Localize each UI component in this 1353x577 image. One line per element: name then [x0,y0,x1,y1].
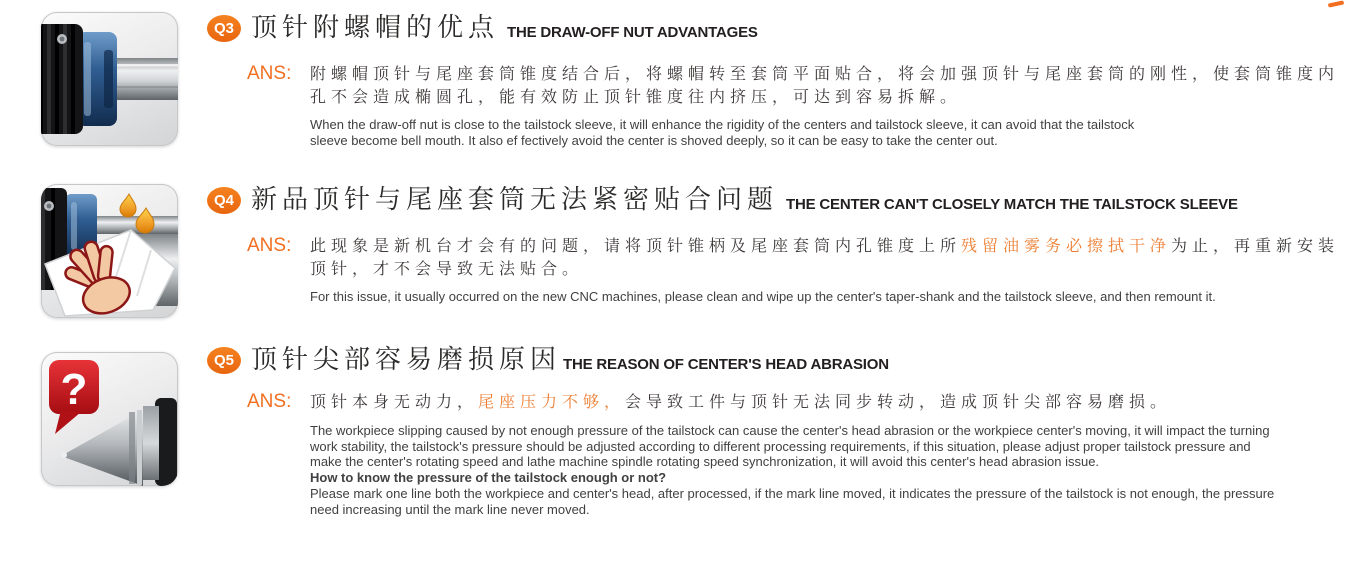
q3-answer [247,64,1348,149]
draw-off-nut-illustration [41,12,178,146]
q4-answer-zh-highlight: 残留油雾务必擦拭干净 [961,238,1172,255]
q5-title-en: THE REASON OF CENTER'S HEAD ABRASION [563,356,889,373]
q4-answer-zh [310,236,1348,281]
q5-answer-en-2: Please mark one line both the workpiece and center's head, after processed, if the mark line moved, it indicates the pressure of the tailstock is not enough, the pressure need increasing until the mark line never moved. [310,486,1275,518]
q3-ans-label: ANS: [247,63,292,84]
q4-answer-zh-post: 为止，再重新安装顶针，才不会导致无法贴合。 [310,238,1340,278]
q5-answer-en: The workpiece slipping caused by not enough pressure of the tailstock can cause the center's head abrasion or the workpiece center's moving, it will impact the turning work stability, the tailstock's pressure should be adjusted according to different processing requirements, if this situation, please adjust proper tailstock pressure and make the center's rotating speed and lathe machine spindle rotating speed synchronization, it will avoid this center's head abrasion issue. [310,422,1270,470]
q3-answer-zh-text: 附螺帽顶针与尾座套筒锥度结合后，将螺帽转至套筒平面贴合，将会加强顶针与尾座套筒的刚性，使套筒锥度内孔不会造成椭圆孔，能有效防止顶针锥度往内挤压，可达到容易拆解。 [310,66,1340,106]
q4-answer-en: For this issue, it usually occurred on the new CNC machines, please clean and wipe up the center's taper-shank and the tailstock sleeve, and then remount it. [310,289,1216,305]
q3-title-zh: 顶针附螺帽的优点 [251,13,500,42]
q5-ans-label: ANS: [247,391,292,412]
q5-header [207,344,1348,376]
q5-title-zh: 顶针尖部容易磨损原因 [251,345,562,374]
decor-orange-dash [1328,0,1344,7]
question-center-illustration [41,352,178,486]
q5-badge: Q5 [207,347,241,374]
q4-answer-zh-text: 此现象是新机台才会有的问题，请将顶针锥柄及尾座套筒内孔锥度上所 [310,238,962,255]
q4-header [207,184,1348,216]
q3-title-en: THE DRAW-OFF NUT ADVANTAGES [507,24,758,41]
q5-answer-zh-highlight: 尾座压力不够， [478,394,626,411]
question-center-photo [41,352,178,486]
q4-ans-label: ANS: [247,235,292,256]
q4-title-zh: 新品顶针与尾座套筒无法紧密贴合问题 [251,185,779,214]
q5-answer-zh [310,392,1348,415]
q4-badge: Q4 [207,187,241,214]
wipe-clean-oil-photo [41,184,178,318]
q3-answer-en: When the draw-off nut is close to the tailstock sleeve, it will enhance the rigidity of the centers and tailstock sleeve, it can avoid that the tailstock sleeve become bell mouth. It also ef fectively avoid the center is shoved deeply, so it can be easy to take the center out. [310,117,1135,149]
q4-answer [247,236,1348,305]
q5-answer [247,392,1348,518]
q5-answer-en-bold-question: How to know the pressure of the tailstock enough or not? [310,470,667,486]
svg-text:?: ? [60,365,88,414]
draw-off-nut-photo [41,12,178,146]
q5-answer-en-block [310,423,1275,518]
q3-badge: Q3 [207,15,241,42]
faq-entry-q5 [41,344,1348,518]
q4-title-en: THE CENTER CAN'T CLOSELY MATCH THE TAILSTOCK SLEEVE [786,196,1238,213]
q3-answer-zh [310,64,1348,109]
wipe-clean-illustration [41,184,178,318]
q3-header [207,12,1348,44]
faq-entry-q3 [41,12,1348,149]
faq-entry-q4 [41,184,1348,318]
q5-answer-zh-post: 会导致工件与顶针无法同步转动，造成顶针尖部容易磨损。 [625,394,1172,411]
q5-answer-zh-text: 顶针本身无动力， [310,394,479,411]
